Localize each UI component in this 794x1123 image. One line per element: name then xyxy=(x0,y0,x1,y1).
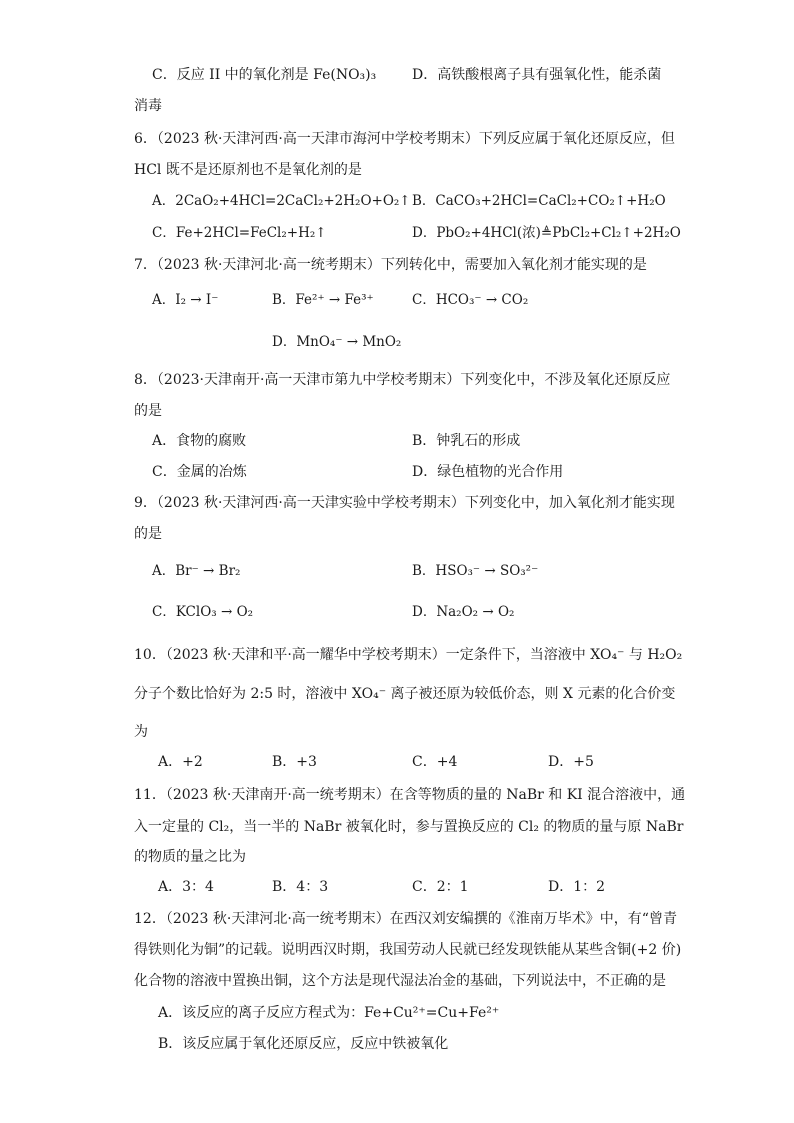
q7-option-c: C．HCO₃⁻ → CO₂ xyxy=(412,292,529,308)
q5-option-d-continuation: 消毒 xyxy=(134,98,162,114)
q5-option-d: D．高铁酸根离子具有强氧化性，能杀菌 xyxy=(412,67,662,83)
q6-option-a: A．2CaO₂+4HCl=2CaCl₂+2H₂O+O₂↑ xyxy=(152,193,411,209)
q11-option-a: A．3：4 xyxy=(158,879,214,895)
q10-option-a: A．+2 xyxy=(158,754,203,770)
q8-stem-line1: 8．（2023·天津南开·高一天津市第九中学校考期末）下列变化中，不涉及氧化还原反应 xyxy=(134,372,671,388)
q9-option-d: D．Na₂O₂ → O₂ xyxy=(412,604,515,620)
q11-stem-line1: 11．（2023 秋·天津南开·高一统考期末）在含等物质的量的 NaBr 和 KI 混合溶液中，通 xyxy=(134,787,686,803)
q6-stem-line1: 6．（2023 秋·天津河西·高一天津市海河中学校考期末）下列反应属于氧化还原反应，但 xyxy=(134,131,675,147)
q7-option-b: B．Fe²⁺ → Fe³⁺ xyxy=(272,292,374,308)
q10-stem-line3: 为 xyxy=(134,724,148,740)
q9-option-c: C．KClO₃ → O₂ xyxy=(152,604,254,620)
q8-stem-line2: 的是 xyxy=(134,403,162,419)
q7-stem-line1: 7．（2023 秋·天津河北·高一统考期末）下列转化中，需要加入氧化剂才能实现的是 xyxy=(134,257,647,273)
q12-stem-line2: 得铁则化为铜”的记载。说明西汉时期，我国劳动人民就已经发现铁能从某些含铜(+2 价) xyxy=(134,942,682,958)
q6-stem-line2: HCl 既不是还原剂也不是氧化剂的是 xyxy=(134,162,362,178)
q12-stem-line1: 12．（2023 秋·天津河北·高一统考期末）在西汉刘安编撰的《淮南万毕术》中，有“曾青 xyxy=(134,911,677,927)
q12-option-b: B．该反应属于氧化还原反应，反应中铁被氧化 xyxy=(158,1036,449,1052)
q10-option-d: D．+5 xyxy=(548,754,594,770)
q5-option-c: C．反应 II 中的氧化剂是 Fe(NO₃)₃ xyxy=(152,67,377,83)
q7-option-d: D．MnO₄⁻ → MnO₂ xyxy=(272,334,402,350)
q6-option-c: C．Fe+2HCl=FeCl₂+H₂↑ xyxy=(152,225,327,241)
q9-stem-line1: 9．（2023 秋·天津河西·高一天津实验中学校考期末）下列变化中，加入氧化剂才能实现 xyxy=(134,495,675,511)
q7-option-a: A．I₂ → I⁻ xyxy=(152,292,219,308)
q10-option-c: C．+4 xyxy=(412,754,458,770)
q11-option-b: B．4：3 xyxy=(272,879,329,895)
q8-option-d: D．绿色植物的光合作用 xyxy=(412,464,564,480)
q9-option-b: B．HSO₃⁻ → SO₃²⁻ xyxy=(412,563,539,579)
q9-stem-line2: 的是 xyxy=(134,526,162,542)
q11-stem-line3: 的物质的量之比为 xyxy=(134,849,246,865)
q10-stem-line1: 10．（2023 秋·天津和平·高一耀华中学校考期末）一定条件下，当溶液中 XO₄⁻ 与 H₂O₂ xyxy=(134,647,683,663)
q10-stem-line2: 分子个数比恰好为 2:5 时，溶液中 XO₄⁻ 离子被还原为较低价态，则 X 元素的化合价变 xyxy=(134,686,676,702)
q11-option-d: D．1：2 xyxy=(548,879,606,895)
q6-option-d: D．PbO₂+4HCl(浓)≜PbCl₂+Cl₂↑+2H₂O xyxy=(412,225,681,241)
q8-option-a: A．食物的腐败 xyxy=(152,433,247,449)
q10-option-b: B．+3 xyxy=(272,754,317,770)
q8-option-c: C．金属的冶炼 xyxy=(152,464,247,480)
q11-stem-line2: 入一定量的 Cl₂，当一半的 NaBr 被氧化时，参与置换反应的 Cl₂ 的物质的量与原 NaBr xyxy=(134,819,684,835)
q12-option-a: A．该反应的离子反应方程式为：Fe+Cu²⁺=Cu+Fe²⁺ xyxy=(158,1005,500,1021)
q6-option-b: B．CaCO₃+2HCl=CaCl₂+CO₂↑+H₂O xyxy=(412,193,666,209)
q12-stem-line3: 化合物的溶液中置换出铜，这个方法是现代湿法冶金的基础，下列说法中，不正确的是 xyxy=(134,973,666,989)
q8-option-b: B．钟乳石的形成 xyxy=(412,433,521,449)
q9-option-a: A．Br⁻ → Br₂ xyxy=(152,563,241,579)
q11-option-c: C．2：1 xyxy=(412,879,469,895)
